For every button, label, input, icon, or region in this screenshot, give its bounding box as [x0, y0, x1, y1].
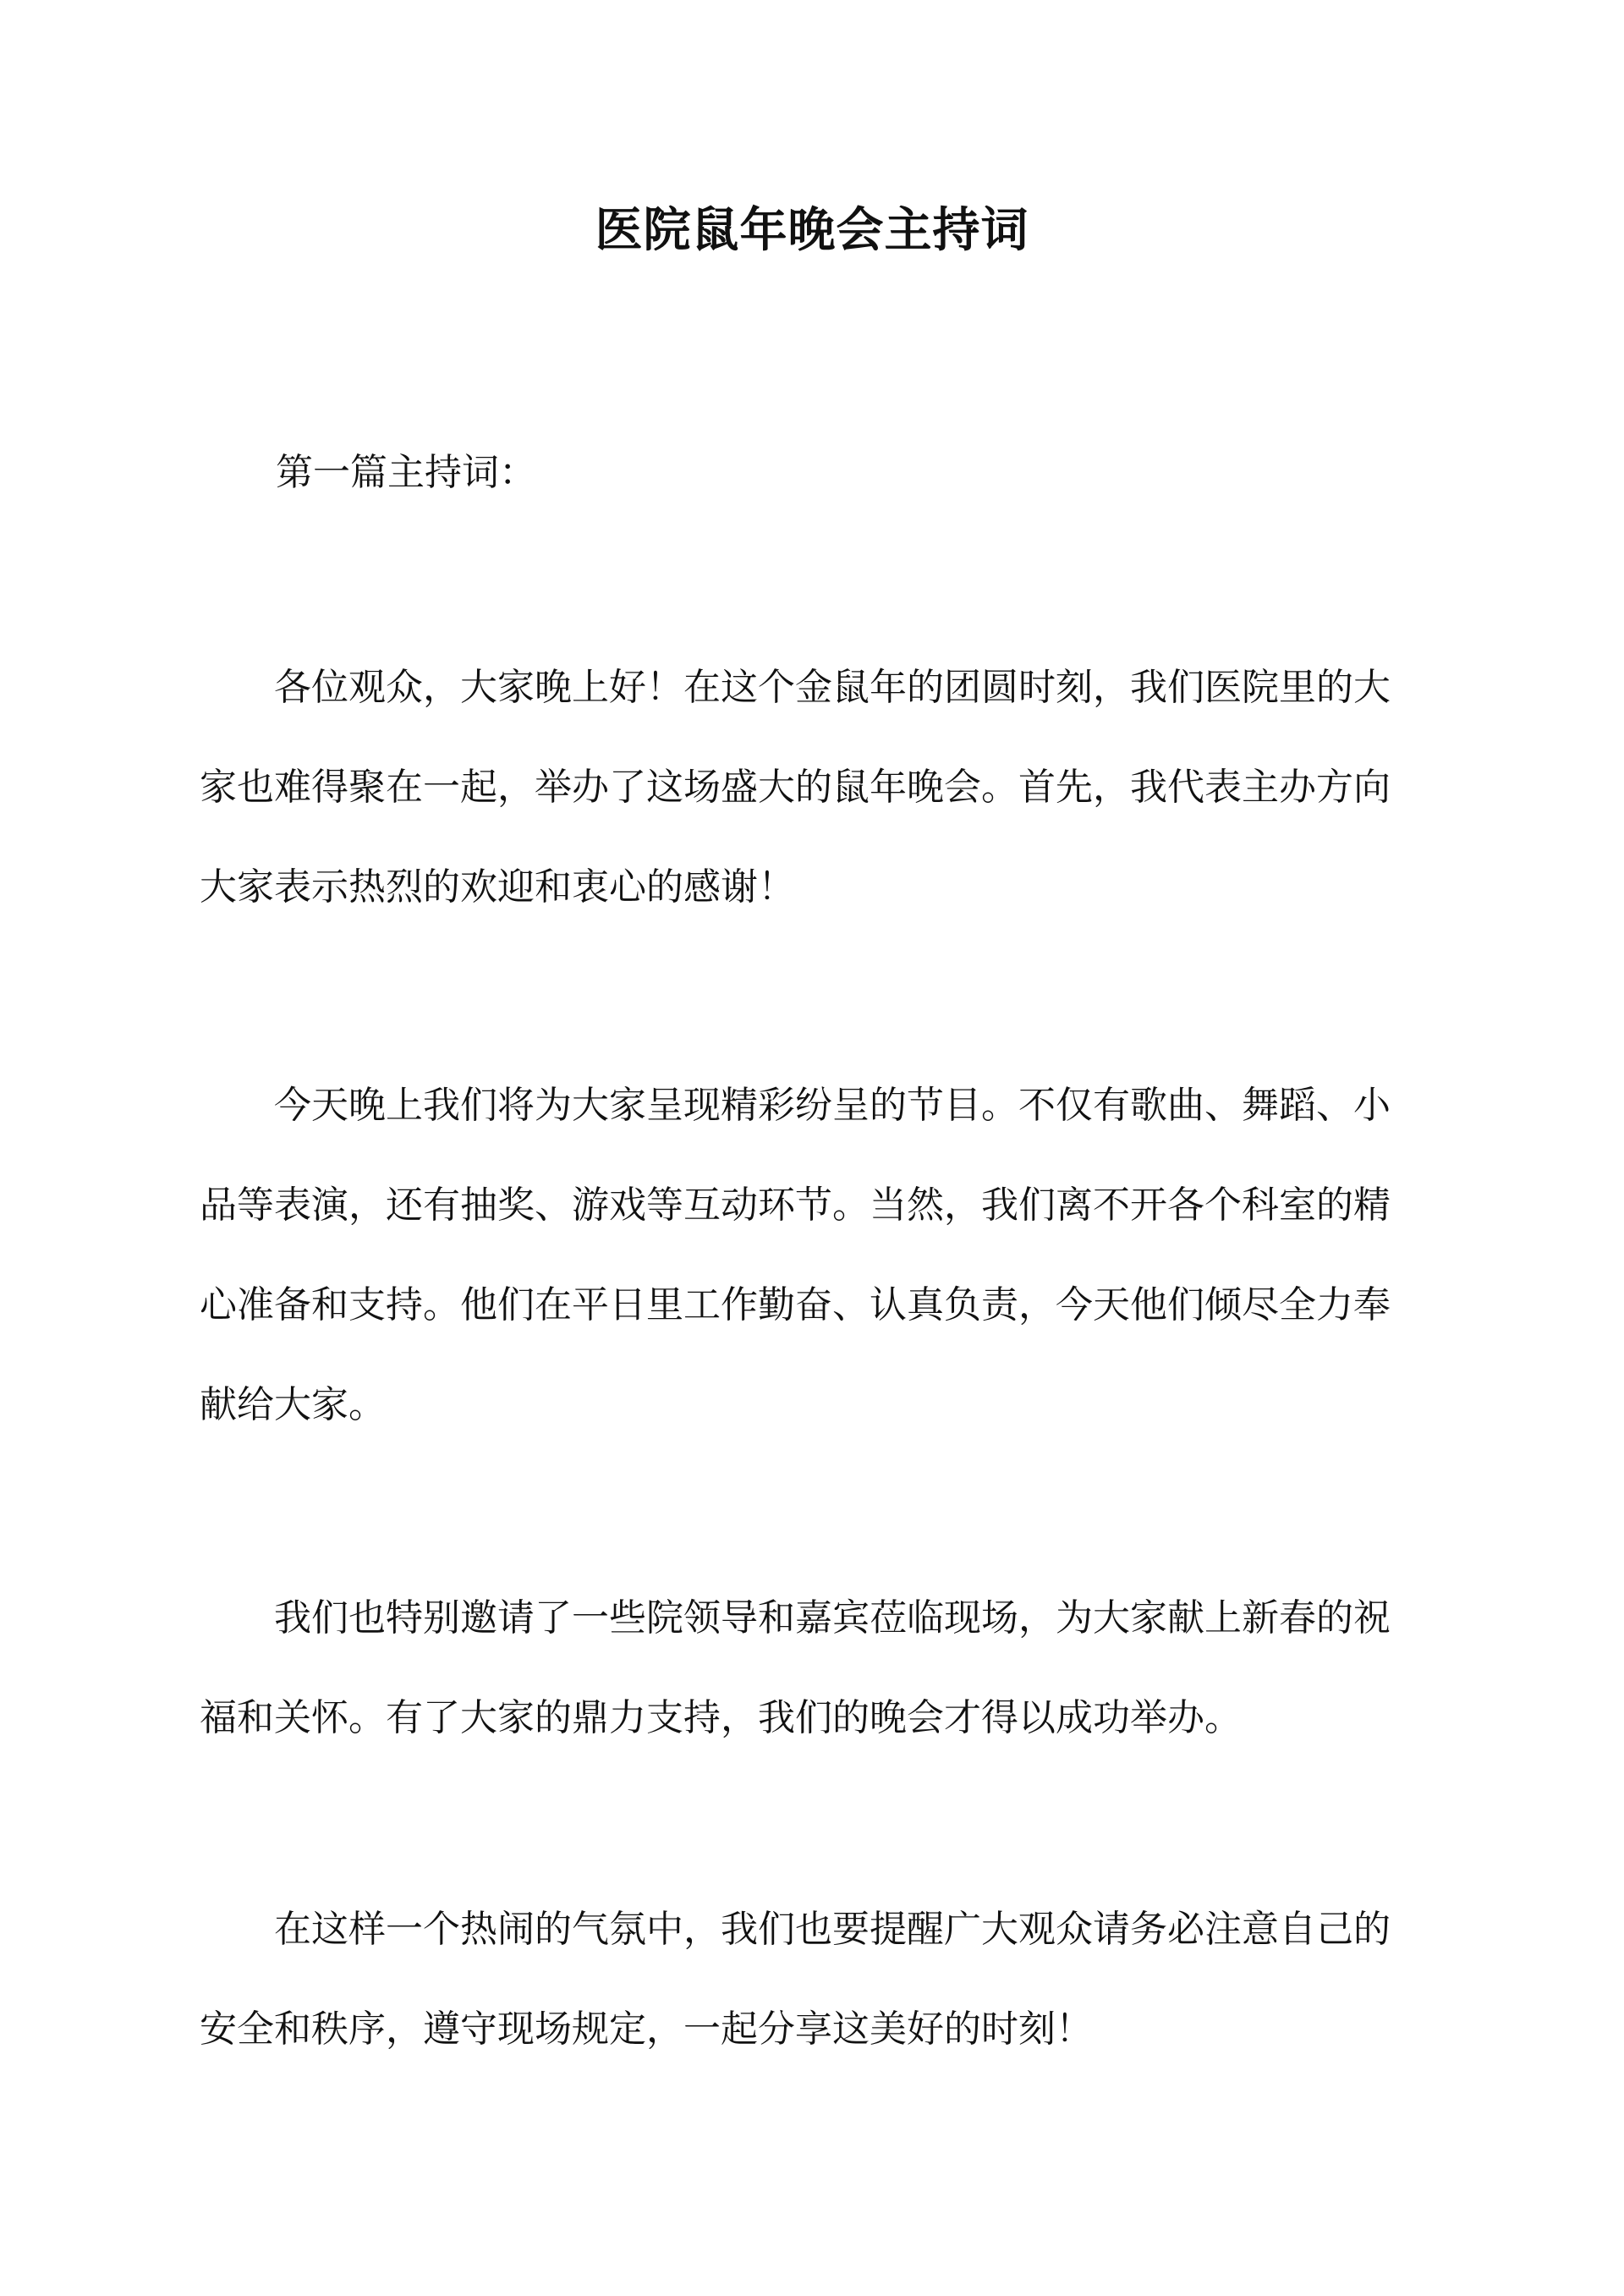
- section-heading: 第一篇主持词：: [276, 451, 536, 494]
- paragraph-guests: 我们也特别邀请了一些院领导和嘉宾莅临现场，为大家献上新春的祝福和关怀。有了大家的鼎力支持，我们的晚会才得以成功举办。: [200, 1596, 1391, 1739]
- paragraph-safety-reminder: 在这样一个热闹的气氛中，我们也要提醒广大观众请务必注意自己的安全和秩序，遵守现场规定，一起分享这美好的时刻！: [200, 1908, 1391, 2051]
- document-title: 医院鼠年晚会主持词: [595, 202, 1029, 258]
- paragraph-program: 今天晚上我们将为大家呈现精彩纷呈的节目。不仅有歌曲、舞蹈、小品等表演，还有抽奖、游戏等互动环节。当然，我们离不开各个科室的精心准备和支持。他们在平日里工作勤奋、认真负责，今天他们倾尽全力奉献给大家。: [200, 1084, 1391, 1426]
- paragraph-welcome: 各位观众，大家晚上好！在这个金鼠年的团圆时刻，我们医院里的大家也难得聚在一起，举办了这场盛大的鼠年晚会。首先，我代表主办方向大家表示热烈的欢迎和衷心的感谢！: [200, 666, 1391, 909]
